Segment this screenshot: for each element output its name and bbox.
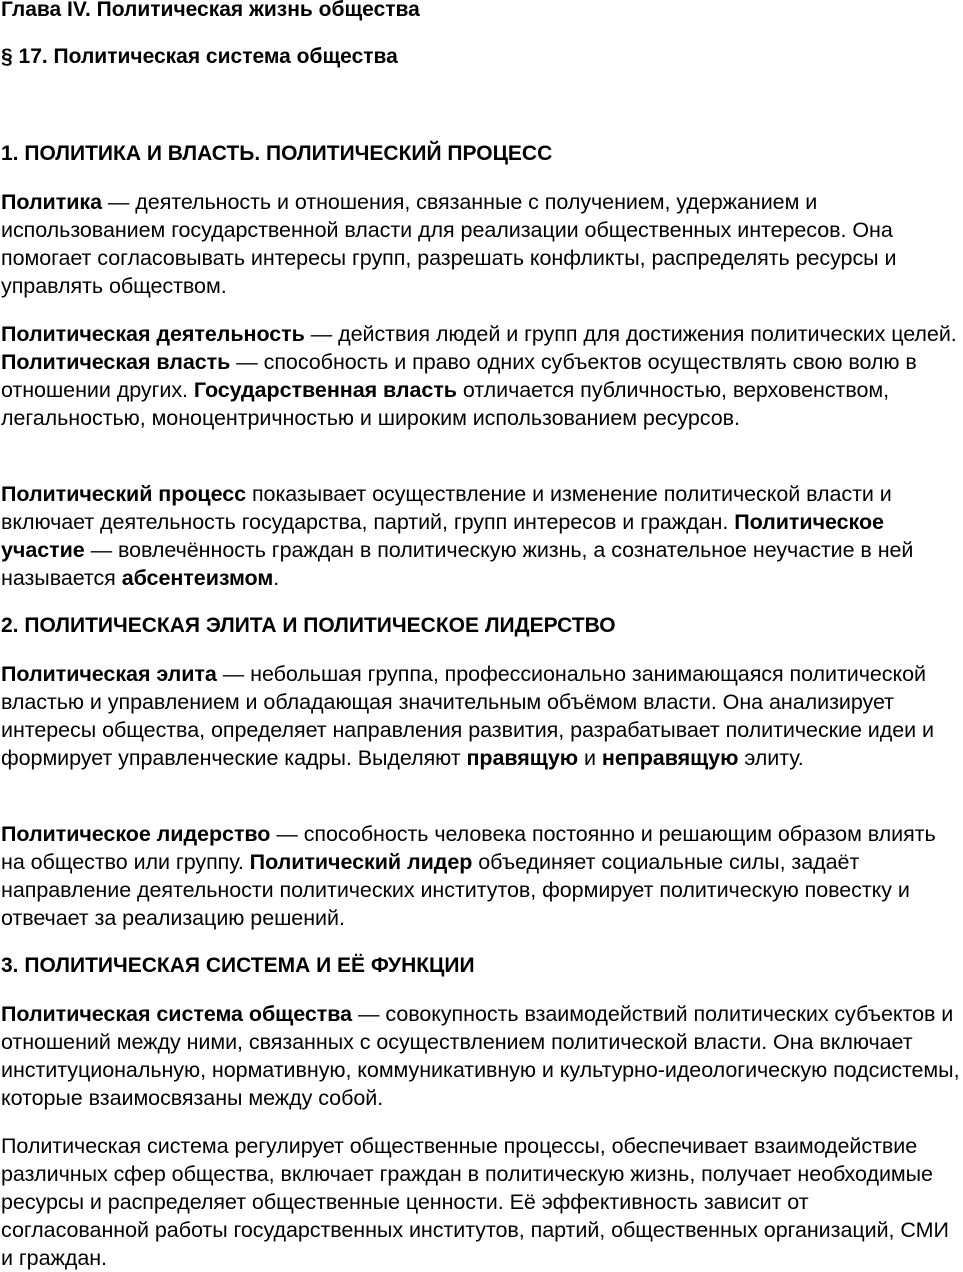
paragraph-title: § 17. Политическая система общества bbox=[1, 45, 398, 68]
text-segment: — деятельность и отношения, связанные с получением, удержанием и использованием государственной власти для реализации общественных интересов. Она помогает согласовывать интересы групп, разрешать конфликты, распределять ресурсы и управлять обществом. bbox=[1, 190, 897, 298]
text-segment: . bbox=[273, 566, 280, 590]
term-state-power: Государственная власть bbox=[193, 378, 457, 402]
paragraph-political-process bbox=[1, 480, 961, 592]
paragraph-political-system-functions bbox=[1, 1132, 961, 1272]
text-segment: отличается публичностью, верховенством, легальностью, моноцентричностью и широким использованием ресурсов. bbox=[1, 378, 890, 430]
term-political-leader: Политический лидер bbox=[249, 850, 473, 874]
text-segment: — способность человека постоянно и решающим образом влиять на общество или группу. bbox=[1, 822, 936, 874]
text-segment: — вовлечённость граждан в политическую жизнь, а сознательное неучастие в ней называется bbox=[1, 538, 914, 590]
term-political-activity: Политическая деятельность bbox=[1, 322, 305, 346]
chapter-title: Глава IV. Политическая жизнь общества bbox=[1, 0, 420, 21]
text-segment: — способность и право одних субъектов осуществлять свою волю в отношении других. bbox=[1, 350, 917, 402]
paragraph-politics-definition bbox=[1, 188, 961, 300]
term-absenteeism: абсентеизмом bbox=[121, 566, 274, 590]
text-segment: Политическая система регулирует общественные процессы, обеспечивает взаимодействие различных сфер общества, включает граждан в политическую жизнь, получает необходимые ресурсы и распределяет общественные ценности. Её эффективность зависит от согласованной работы государственных институтов, партий, общественных организаций, СМИ и граждан. bbox=[1, 1134, 949, 1270]
term-political-participation: Политическое участие bbox=[1, 510, 884, 562]
text-segment: показывает осуществление и изменение политической власти и включает деятельность государства, партий, групп интересов и граждан. bbox=[1, 482, 892, 534]
term-political-system: Политическая система общества bbox=[1, 1002, 353, 1026]
text-segment: и bbox=[578, 746, 602, 770]
term-political-power: Политическая власть bbox=[1, 350, 231, 374]
term-political-leadership: Политическое лидерство bbox=[1, 822, 271, 846]
paragraph-political-leadership bbox=[1, 820, 961, 932]
section-heading-elite-leadership: 2. ПОЛИТИЧЕСКАЯ ЭЛИТА И ПОЛИТИЧЕСКОЕ ЛИДЕРСТВО bbox=[1, 614, 616, 637]
text-segment: — небольшая группа, профессионально занимающаяся политической властью и управлением и обладающая значительным объёмом власти. Она анализирует интересы общества, определяет направления развития, разрабатывает политические идеи и формирует управленческие кадры. Выделяют bbox=[1, 662, 935, 770]
text-segment: — совокупность взаимодействий политических субъектов и отношений между ними, связанных с осуществлением политической власти. Она включает институциональную, нормативную, коммуникативную и культурно-идеологическую подсистемы, которые взаимосвязаны между собой. bbox=[1, 1002, 960, 1110]
text-segment: объединяет социальные силы, задаёт направление деятельности политических институтов, формирует политическую повестку и отвечает за реализацию решений. bbox=[1, 850, 910, 930]
term-politics: Политика bbox=[1, 190, 102, 214]
term-non-ruling: неправящую bbox=[601, 746, 739, 770]
text-segment: элиту. bbox=[738, 746, 804, 770]
section-heading-political-system: 3. ПОЛИТИЧЕСКАЯ СИСТЕМА И ЕЁ ФУНКЦИИ bbox=[1, 954, 475, 977]
paragraph-political-system-definition bbox=[1, 1000, 961, 1112]
term-political-process: Политический процесс bbox=[1, 482, 247, 506]
text-segment: — действия людей и групп для достижения политических целей. bbox=[304, 322, 957, 346]
paragraph-political-activity bbox=[1, 320, 961, 432]
term-political-elite: Политическая элита bbox=[1, 662, 217, 686]
paragraph-political-elite bbox=[1, 660, 961, 772]
term-ruling: правящую bbox=[466, 746, 579, 770]
section-heading-politics-power: 1. ПОЛИТИКА И ВЛАСТЬ. ПОЛИТИЧЕСКИЙ ПРОЦЕСС bbox=[1, 142, 553, 165]
